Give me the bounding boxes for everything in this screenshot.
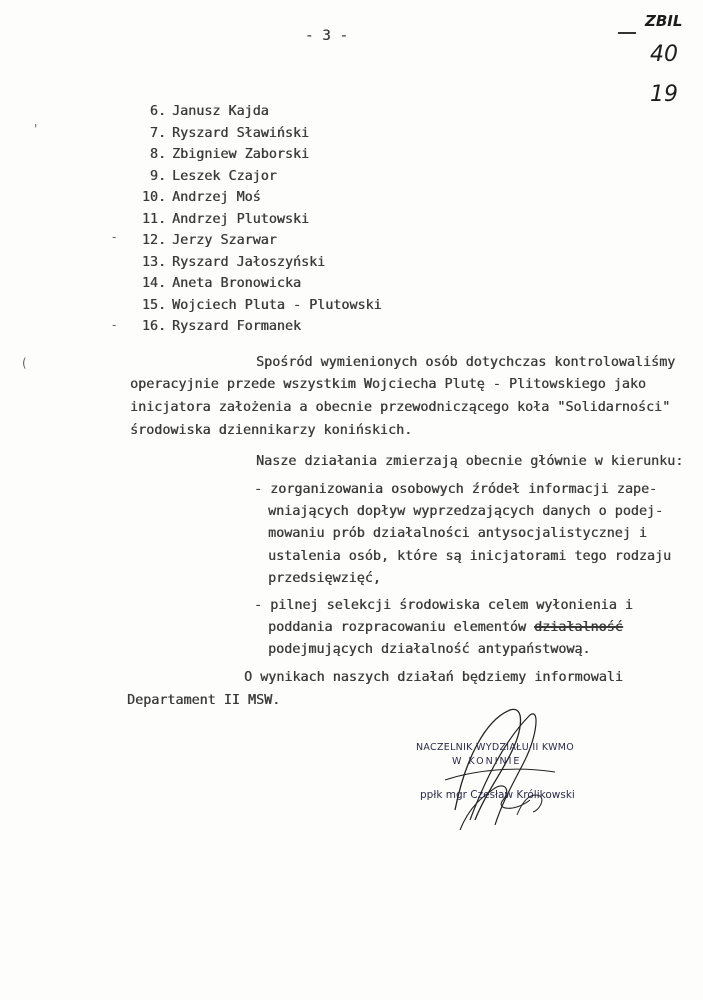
bullet-2-line: poddania rozpracowaniu elementów działalność (268, 620, 623, 635)
paragraph-3-line: Departament II MSW. (127, 693, 281, 708)
bullet-1-line: - zorganizowania osobowych źródeł informacji zape- (254, 482, 658, 497)
list-item: 16. Ryszard Formanek (141, 319, 301, 334)
handwritten-dash (618, 32, 636, 34)
margin-speck: - (112, 318, 117, 332)
paragraph-3-line: O wynikach naszych działań będziemy informowali (244, 670, 623, 685)
bullet-1-line: mowaniu prób działalności antysocjalistycznej i (268, 526, 647, 541)
bullet-2-line: podejmujących działalność antypaństwową. (268, 642, 591, 657)
handwritten-annotation-top: ZBIL (645, 12, 683, 30)
margin-speck: ' (34, 122, 38, 136)
name-list (130, 104, 382, 341)
page-number: - 3 - (305, 28, 349, 44)
margin-speck: - (112, 230, 117, 244)
paragraph-1-line: operacyjnie przede wszystkim Wojciecha Plutę - Plitowskiego jako (130, 377, 646, 392)
bullet-1-line: ustalenia osób, które są inicjatorami tego rodzaju (268, 549, 672, 564)
paragraph-2-intro: Nasze działania zmierzają obecnie głównie w kierunku: (256, 454, 684, 469)
list-item: 14. Aneta Bronowicka (141, 276, 301, 291)
stamp-signatory: ppłk mgr Czesław Królikowski (420, 789, 575, 801)
stamp-title: NACZELNIK WYDZIAŁU II KWMO (416, 742, 575, 753)
list-item: 8. Zbigniew Zaborski (149, 147, 310, 162)
list-item: 6. Janusz Kajda (149, 104, 269, 119)
handwritten-signature (415, 700, 575, 840)
list-item: 7. Ryszard Sławiński (149, 125, 310, 141)
list-item: 15. Wojciech Pluta - Plutowski (141, 297, 382, 313)
paragraph-1-line: Spośród wymienionych osób dotychczas kontrolowaliśmy (256, 355, 676, 370)
paragraph-1-line: środowiska dziennikarzy konińskich. (130, 423, 413, 438)
margin-speck: ( (22, 356, 27, 370)
handwritten-annotation-middle: 40 (650, 42, 678, 67)
paragraph-1-line: inicjatora założenia a obecnie przewodniczącego koła "Solidarności" (130, 400, 671, 415)
list-item: 10. Andrzej Moś (141, 190, 261, 205)
bullet-1-line: przedsięwzięć, (268, 571, 381, 586)
stamp-location: W KONINIE (452, 756, 522, 767)
list-item: 11. Andrzej Plutowski (141, 211, 310, 227)
bullet-1-line: wniających dopływ wyprzedzających danych o podej- (268, 504, 664, 519)
list-item: 12. Jerzy Szarwar (141, 233, 277, 248)
handwritten-annotation-bottom: 19 (650, 82, 678, 107)
list-item: 13. Ryszard Jałoszyński (141, 254, 326, 270)
struck-word: działalność (534, 620, 623, 635)
bullet-2-line: - pilnej selekcji środowiska celem wyłonienia i (254, 598, 633, 613)
list-item: 9. Leszek Czajor (149, 168, 277, 184)
